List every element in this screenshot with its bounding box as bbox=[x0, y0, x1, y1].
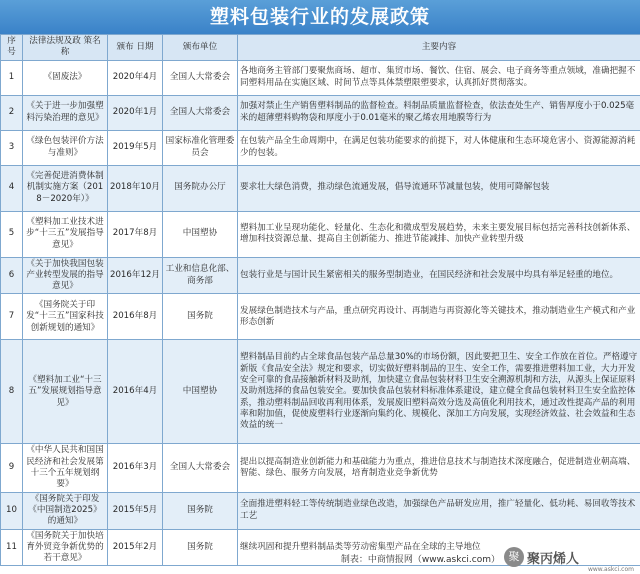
row-date: 2018年10月 bbox=[108, 165, 163, 211]
row-content: 在包装产品全生命周期中，在满足包装功能要求的前提下，对人体健康和生态环境危害小、资源能源消耗少的包装。 bbox=[238, 130, 640, 165]
row-no: 6 bbox=[1, 257, 23, 294]
row-org: 国务院 bbox=[163, 529, 238, 566]
row-no: 7 bbox=[1, 294, 23, 340]
row-policy-name: 《固废法》 bbox=[23, 60, 108, 95]
row-no: 4 bbox=[1, 165, 23, 211]
header-date: 颁布 日期 bbox=[108, 35, 163, 61]
table-row bbox=[1, 340, 640, 444]
row-content: 提出以提高制造业创新能力和基础能力为重点，推进信息技术与制造技术深度融合，促进制造业朝高端、智能、绿色、服务方向发展，培育制造业竞争新优势 bbox=[238, 444, 640, 492]
row-policy-name: 《国务院关于印发“十三五”国家科技创新规划的通知》 bbox=[23, 294, 108, 340]
table-row bbox=[1, 294, 640, 340]
row-date: 2019年5月 bbox=[108, 130, 163, 165]
row-org: 全国人大常委会 bbox=[163, 60, 238, 95]
header-org: 颁布单位 bbox=[163, 35, 238, 61]
row-org: 中国塑协 bbox=[163, 340, 238, 444]
header-row bbox=[1, 35, 640, 61]
row-policy-name: 《国务院关于加快培育外贸竞争新优势的若干意见》 bbox=[23, 529, 108, 566]
table-row bbox=[1, 211, 640, 257]
row-date: 2016年12月 bbox=[108, 257, 163, 294]
row-date: 2016年4月 bbox=[108, 340, 163, 444]
row-date: 2020年1月 bbox=[108, 95, 163, 130]
row-no: 9 bbox=[1, 444, 23, 492]
row-date: 2016年8月 bbox=[108, 294, 163, 340]
row-content: 要求壮大绿色消费，推动绿色流通发展，倡导流通环节减量包装，使用可降解包装 bbox=[238, 165, 640, 211]
row-date: 2020年4月 bbox=[108, 60, 163, 95]
row-date: 2016年3月 bbox=[108, 444, 163, 492]
row-policy-name: 《国务院关于印发《中国制造2025》的通知》 bbox=[23, 492, 108, 529]
row-no: 11 bbox=[1, 529, 23, 566]
table-row bbox=[1, 60, 640, 95]
row-policy-name: 《塑料加工业技术进步“十三五”发展指导意见》 bbox=[23, 211, 108, 257]
table-row bbox=[1, 165, 640, 211]
policy-table bbox=[0, 34, 640, 566]
row-no: 5 bbox=[1, 211, 23, 257]
row-no: 8 bbox=[1, 340, 23, 444]
table-row bbox=[1, 130, 640, 165]
row-content: 全面推进塑料轻工等传统制造业绿色改造，加强绿色产品研发应用，推广轻量化、低功耗、易回收等技术工艺 bbox=[238, 492, 640, 529]
row-org: 全国人大常委会 bbox=[163, 444, 238, 492]
row-content: 各地商务主管部门要聚焦商场、超市、集贸市场、餐饮、住宿、展会、电子商务等重点领域，准确把握不同塑料用品在实施区域、时间节点等具体禁塑限塑要求，认真抓好贯彻落实。 bbox=[238, 60, 640, 95]
row-no: 1 bbox=[1, 60, 23, 95]
row-policy-name: 《绿色包装评价方法与准则》 bbox=[23, 130, 108, 165]
table-row bbox=[1, 95, 640, 130]
row-date: 2017年8月 bbox=[108, 211, 163, 257]
source-note: 制表：中商情报网（www.askci.com） bbox=[340, 555, 500, 565]
row-no: 10 bbox=[1, 492, 23, 529]
row-content: 包装行业是与国计民生紧密相关的服务型制造业，在国民经济和社会发展中均具有举足轻重的地位。 bbox=[238, 257, 640, 294]
row-date: 2015年5月 bbox=[108, 492, 163, 529]
row-no: 3 bbox=[1, 130, 23, 165]
table-row bbox=[1, 492, 640, 529]
row-content: 塑料制品目前约占全球食品包装产品总量30%的市场份额，因此要把卫生、安全工作放在首位。严格遵守新版《食品安全法》规定和要求，切实做好塑料制品的卫生、安全工作，需要推进塑料加工业，大力开发安全可靠的食品接触新材料及助剂，加快建立食品包装材料卫生安全溯源机制和方法，从源头上保证原料及助剂选择的食品包装安全。要加快食品包装材料标准体系建设，建立健全食品包装材料卫生安全监控体系，推动塑料制品回收再利用体系，发展废旧塑料高效分选及高值化利用技术，通过改性提高产品的利用率和附加值，促使废塑料行业逐渐向集约化、规模化、深加工方向发展，实现经济效益、社会效益和生态效益的统一 bbox=[238, 340, 640, 444]
row-policy-name: 《关于进一步加强塑料污染治理的意见》 bbox=[23, 95, 108, 130]
table-row bbox=[1, 257, 640, 294]
logo-name: 聚丙烯人 bbox=[527, 551, 580, 567]
row-org: 工业和信息化部、商务部 bbox=[163, 257, 238, 294]
header-name: 法律法规及政 策名称 bbox=[23, 35, 108, 61]
row-policy-name: 《完善促进消费体制机制实施方案（2018－2020年）》 bbox=[23, 165, 108, 211]
table-title: 塑料包装行业的发展政策 bbox=[0, 0, 640, 34]
row-no: 2 bbox=[1, 95, 23, 130]
row-org: 全国人大常委会 bbox=[163, 95, 238, 130]
row-org: 国务院 bbox=[163, 492, 238, 529]
table-row bbox=[1, 444, 640, 492]
row-content: 加强对禁止生产销售塑料制品的监督检查。料制品质量监督检查，依法查处生产、销售厚度小于0.025毫米的超薄塑料购物袋和厚度小于0.01毫米的聚乙烯农用地膜等行为 bbox=[238, 95, 640, 130]
row-policy-name: 《中华人民共和国国民经济和社会发展第十三个五年规划纲要》 bbox=[23, 444, 108, 492]
row-org: 国家标准化管理委员会 bbox=[163, 130, 238, 165]
logo-url: www.askci.com bbox=[587, 566, 634, 573]
row-policy-name: 《塑料加工业“十三五”发展规划指导意见》 bbox=[23, 340, 108, 444]
row-date: 2015年2月 bbox=[108, 529, 163, 566]
row-org: 中国塑协 bbox=[163, 211, 238, 257]
row-content: 塑料加工业呈现功能化、轻量化、生态化和微成型发展趋势，未来主要发展目标包括完善科技创新体系、增加科技资源总量、提高自主创新能力、推进节能减排、加快产业转型升级 bbox=[238, 211, 640, 257]
header-content: 主要内容 bbox=[238, 35, 640, 61]
row-content: 发展绿色制造技术与产品，重点研究再设计、再制造与再资源化等关键技术，推动制造业生产模式和产业形态创新 bbox=[238, 294, 640, 340]
row-org: 国务院 bbox=[163, 294, 238, 340]
row-content: 继续巩固和提升塑料制品类等劳动密集型产品在全球的主导地位 bbox=[238, 529, 640, 566]
header-no: 序号 bbox=[1, 35, 23, 61]
row-org: 国务院办公厅 bbox=[163, 165, 238, 211]
logo-icon: 聚 bbox=[504, 547, 524, 567]
row-policy-name: 《关于加快我国包装产业转型发展的指导意见》 bbox=[23, 257, 108, 294]
